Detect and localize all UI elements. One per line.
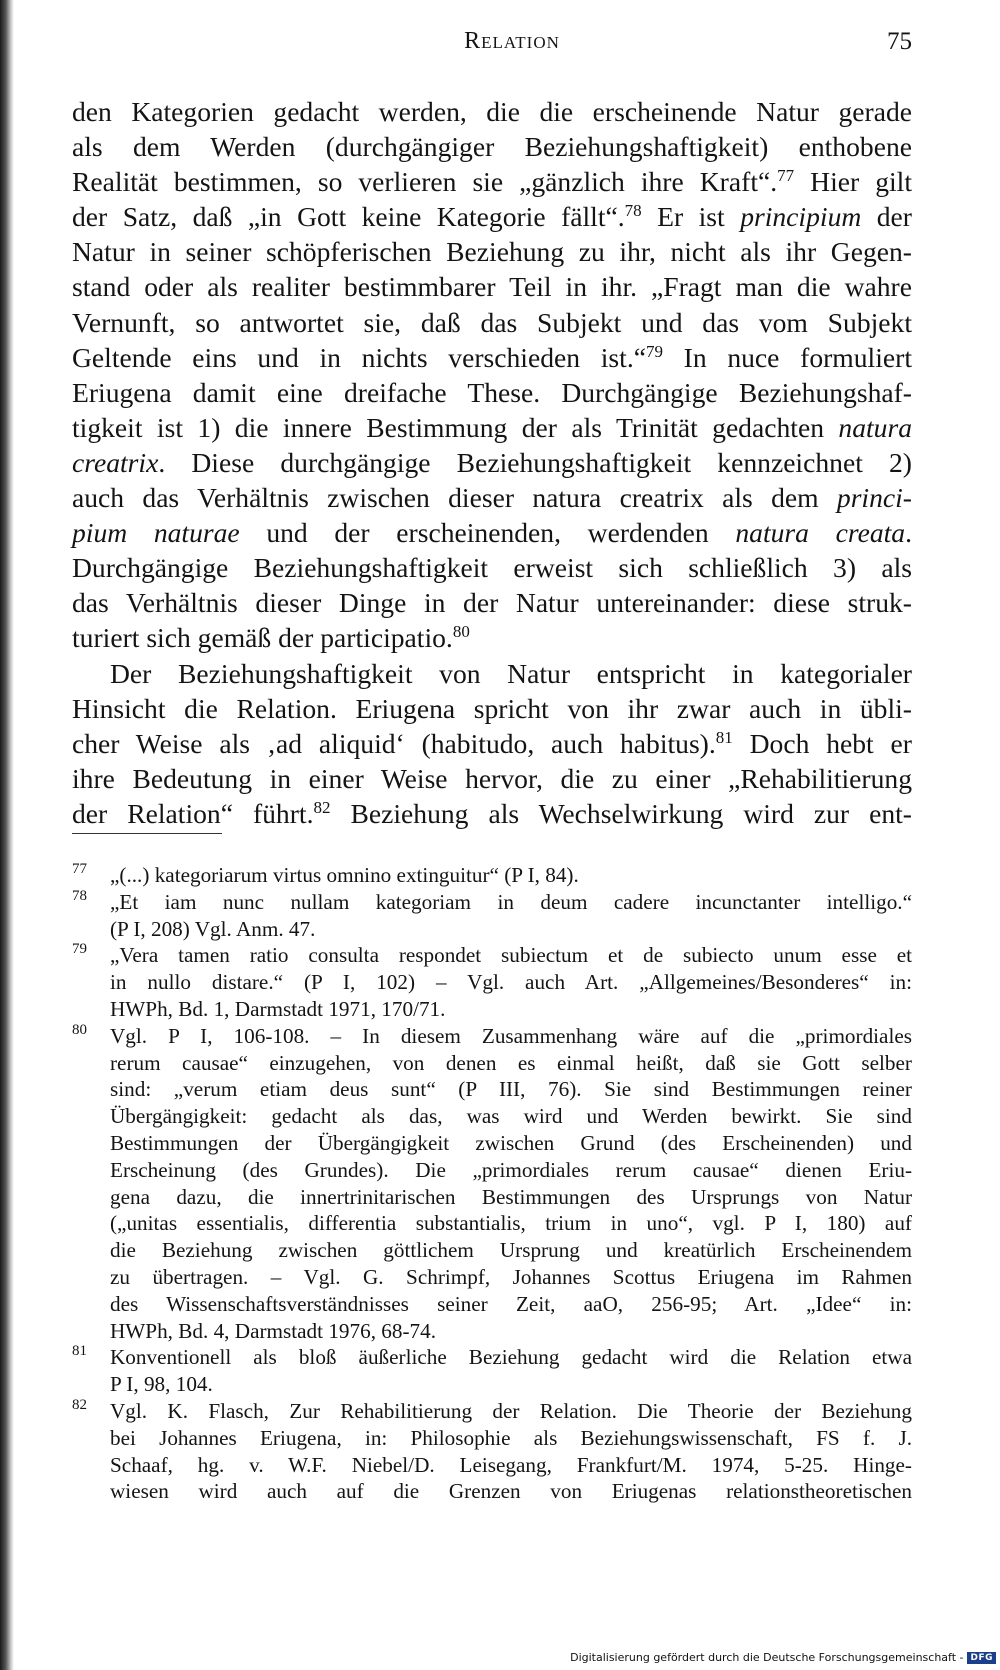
footnote xyxy=(72,942,912,1022)
footnote-line: Vgl. K. Flasch, Zur Rehabilitierung der Relation. Die Theorie der Beziehung xyxy=(110,1398,912,1423)
text-run: der Relation“ führt. xyxy=(72,797,314,829)
text-line xyxy=(72,199,912,234)
text-run: In nuce formuliert xyxy=(662,341,912,373)
footnote-ref: 77 xyxy=(777,166,795,185)
footnote xyxy=(72,889,912,943)
page-binding-edge xyxy=(0,0,14,1670)
footnote-line: (P I, 208) Vgl. Anm. 47. xyxy=(110,916,316,941)
text-run: Natur in seiner schöpferischen Beziehung zu ihr, nicht als ihr Gegen- xyxy=(72,236,912,268)
footnote xyxy=(72,862,912,889)
text-run: der xyxy=(861,201,912,233)
text-line xyxy=(72,691,912,726)
footnote-number: 77 xyxy=(72,861,87,877)
text-run: der Satz, daß „in Gott keine Kategorie fällt“. xyxy=(72,201,625,233)
running-head xyxy=(72,28,912,68)
text-line xyxy=(72,550,912,585)
footnote-line: in nullo distare.“ (P I, 102) – Vgl. auch Art. „Allgemeines/Besonderes“ in: xyxy=(110,970,912,995)
text-line xyxy=(72,129,912,164)
text-run: Der Beziehungshaftigkeit von Natur entspricht in kategorialer xyxy=(110,657,912,689)
text-run: turiert sich gemäß der participatio. xyxy=(72,622,453,654)
text-line xyxy=(72,445,912,480)
footnote-line: Übergängigkeit: gedacht als das, was wird und Werden bewirkt. Sie sind xyxy=(110,1104,912,1129)
italic-term: natura creata xyxy=(735,517,906,549)
footnote-number: 82 xyxy=(72,1396,87,1413)
footnote-line: die Beziehung zwischen göttlichem Ursprung und kreatürlich Erscheinendem xyxy=(110,1238,912,1263)
footnote-line: Erscheinung (des Grundes). Die „primordiales rerum causae“ dienen Eriu- xyxy=(110,1157,912,1182)
footnote-line: wiesen wird auch auf die Grenzen von Eriugenas relationstheoretischen xyxy=(110,1479,912,1504)
text-line xyxy=(72,726,912,761)
text-line xyxy=(72,340,912,375)
footnote-ref: 82 xyxy=(313,797,331,817)
text-line xyxy=(72,305,912,340)
text-line xyxy=(72,761,912,796)
text-line xyxy=(72,234,912,269)
dfg-logo: DFG xyxy=(967,1652,996,1664)
text-run: und der erscheinenden, werdenden xyxy=(239,517,736,549)
footnote-line: bei Johannes Eriugena, in: Philosophie als Beziehungswissenschaft, FS f. J. xyxy=(110,1425,912,1450)
footnote-line: Schaaf, hg. v. W.F. Niebel/D. Leisegang, Frankfurt/M. 1974, 5-25. Hinge- xyxy=(110,1452,912,1477)
italic-term: pium naturae xyxy=(72,517,240,549)
text-run: stand oder als realiter bestimmbarer Teil in ihr. „Fragt man die wahre xyxy=(72,271,912,303)
text-run: den Kategorien gedacht werden, die die erscheinende Natur gerade xyxy=(72,96,912,127)
footnote-line: sind: „verum etiam deus sunt“ (P III, 76). Sie sind Bestimmungen reiner xyxy=(110,1077,912,1102)
italic-term: principium xyxy=(740,201,862,233)
footnote-ref: 81 xyxy=(715,727,733,747)
text-run: Doch hebt er xyxy=(732,727,912,759)
footnote-line: Vgl. P I, 106-108. – In diesem Zusammenhang wäre auf die „primordiales xyxy=(110,1023,912,1048)
footnote-line: rerum causae“ einzugehen, von denen es einmal heißt, daß sie Gott selber xyxy=(110,1050,912,1075)
footnote-line: zu übertragen. – Vgl. G. Schrimpf, Johannes Scottus Eriugena im Rahmen xyxy=(110,1264,912,1289)
footnote-line: HWPh, Bd. 4, Darmstadt 1976, 68-74. xyxy=(110,1318,437,1343)
text-run: Durchgängige Beziehungshaftigkeit erweist sich schließlich 3) als xyxy=(72,552,912,584)
paragraph-1 xyxy=(72,94,912,656)
footnote-number: 80 xyxy=(72,1021,87,1038)
italic-term: creatrix xyxy=(72,446,159,478)
digitization-text: Digitalisierung gefördert durch die Deutsche Forschungsgemeinschaft - xyxy=(570,1651,964,1664)
footnote xyxy=(72,1398,912,1505)
footnote-ref: 80 xyxy=(452,622,470,642)
footnote-separator xyxy=(72,833,222,834)
text-line xyxy=(72,656,912,691)
text-run: Er ist xyxy=(641,201,741,233)
footnote xyxy=(72,1344,912,1398)
footnote-line: HWPh, Bd. 1, Darmstadt 1971, 170/71. xyxy=(110,996,446,1021)
body-text xyxy=(72,94,912,831)
page-number: 75 xyxy=(887,28,912,55)
text-run: . xyxy=(905,517,912,549)
italic-term: princi- xyxy=(836,482,912,514)
italic-term: natura xyxy=(838,411,912,443)
footnote-number: 79 xyxy=(72,941,87,958)
text-line xyxy=(72,164,912,199)
footnote-line: P I, 98, 104. xyxy=(110,1372,213,1397)
footnote-line: Konventionell als bloß äußerliche Beziehung gedacht wird die Relation etwa xyxy=(110,1345,912,1370)
text-run: cher Weise als ‚ad aliquid‘ (habitudo, auch habitus). xyxy=(72,727,716,759)
footnote-line: Bestimmungen der Übergängigkeit zwischen Grund (des Erscheinenden) und xyxy=(110,1130,912,1155)
text-run: Realität bestimmen, so verlieren sie „gänzlich ihre Kraft“. xyxy=(72,166,778,198)
text-run: Beziehung als Wechselwirkung wird zur ent- xyxy=(330,797,912,829)
paragraph-2 xyxy=(72,656,912,831)
running-title: Relation xyxy=(464,28,560,54)
text-line xyxy=(72,480,912,515)
text-run: Geltende eins und in nichts verschieden ist.“ xyxy=(72,341,646,373)
footnote-line: gena dazu, die innertrinitarischen Bestimmungen des Ursprungs von Natur xyxy=(110,1184,912,1209)
footnote-line: „Vera tamen ratio consulta respondet subiectum et de subiecto unum esse et xyxy=(110,943,912,968)
text-line xyxy=(72,269,912,304)
footnote-line: „(...) kategoriarum virtus omnino extinguitur“ (P I, 84). xyxy=(110,863,579,887)
text-run: das Verhältnis dieser Dinge in der Natur untereinander: diese struk- xyxy=(72,587,912,619)
text-line xyxy=(72,620,912,655)
footnote xyxy=(72,1023,912,1345)
text-line xyxy=(72,94,912,129)
footnote-line: („unitas essentialis, differentia substantialis, trium in uno“, vgl. P I, 180) auf xyxy=(110,1211,912,1236)
footnotes xyxy=(72,862,912,1505)
text-run: Hinsicht die Relation. Eriugena spricht von ihr zwar auch in übli- xyxy=(72,692,912,724)
text-line xyxy=(72,410,912,445)
footnote-number: 81 xyxy=(72,1343,87,1360)
text-run: als dem Werden (durchgängiger Beziehungshaftigkeit) enthobene xyxy=(72,131,912,163)
footnote-line: des Wissenschaftsverständnisses seiner Zeit, aaO, 256-95; Art. „Idee“ in: xyxy=(110,1291,912,1316)
text-run: auch das Verhältnis zwischen dieser natura creatrix als dem xyxy=(72,482,837,514)
footnote-ref: 78 xyxy=(624,201,642,221)
text-run: Vernunft, so antwortet sie, daß das Subjekt und das vom Subjekt xyxy=(72,306,912,338)
text-run: Eriugena damit eine dreifache These. Durchgängige Beziehungshaf- xyxy=(72,376,912,408)
footnote-number: 78 xyxy=(72,887,87,904)
text-run: tigkeit ist 1) die innere Bestimmung der als Trinität gedachten xyxy=(72,411,839,443)
text-run: ihre Bedeutung in einer Weise hervor, die zu einer „Rehabilitierung xyxy=(72,762,912,794)
digitization-notice xyxy=(570,1651,996,1664)
footnote-line: „Et iam nunc nullam kategoriam in deum cadere incunctanter intelligo.“ xyxy=(110,889,912,914)
text-line xyxy=(72,585,912,620)
footnote-ref: 79 xyxy=(645,341,663,361)
text-line xyxy=(72,796,912,831)
text-line xyxy=(72,375,912,410)
text-run: Hier gilt xyxy=(794,166,912,198)
text-line xyxy=(72,515,912,550)
text-run: . Diese durchgängige Beziehungshaftigkeit kennzeichnet 2) xyxy=(158,446,912,478)
